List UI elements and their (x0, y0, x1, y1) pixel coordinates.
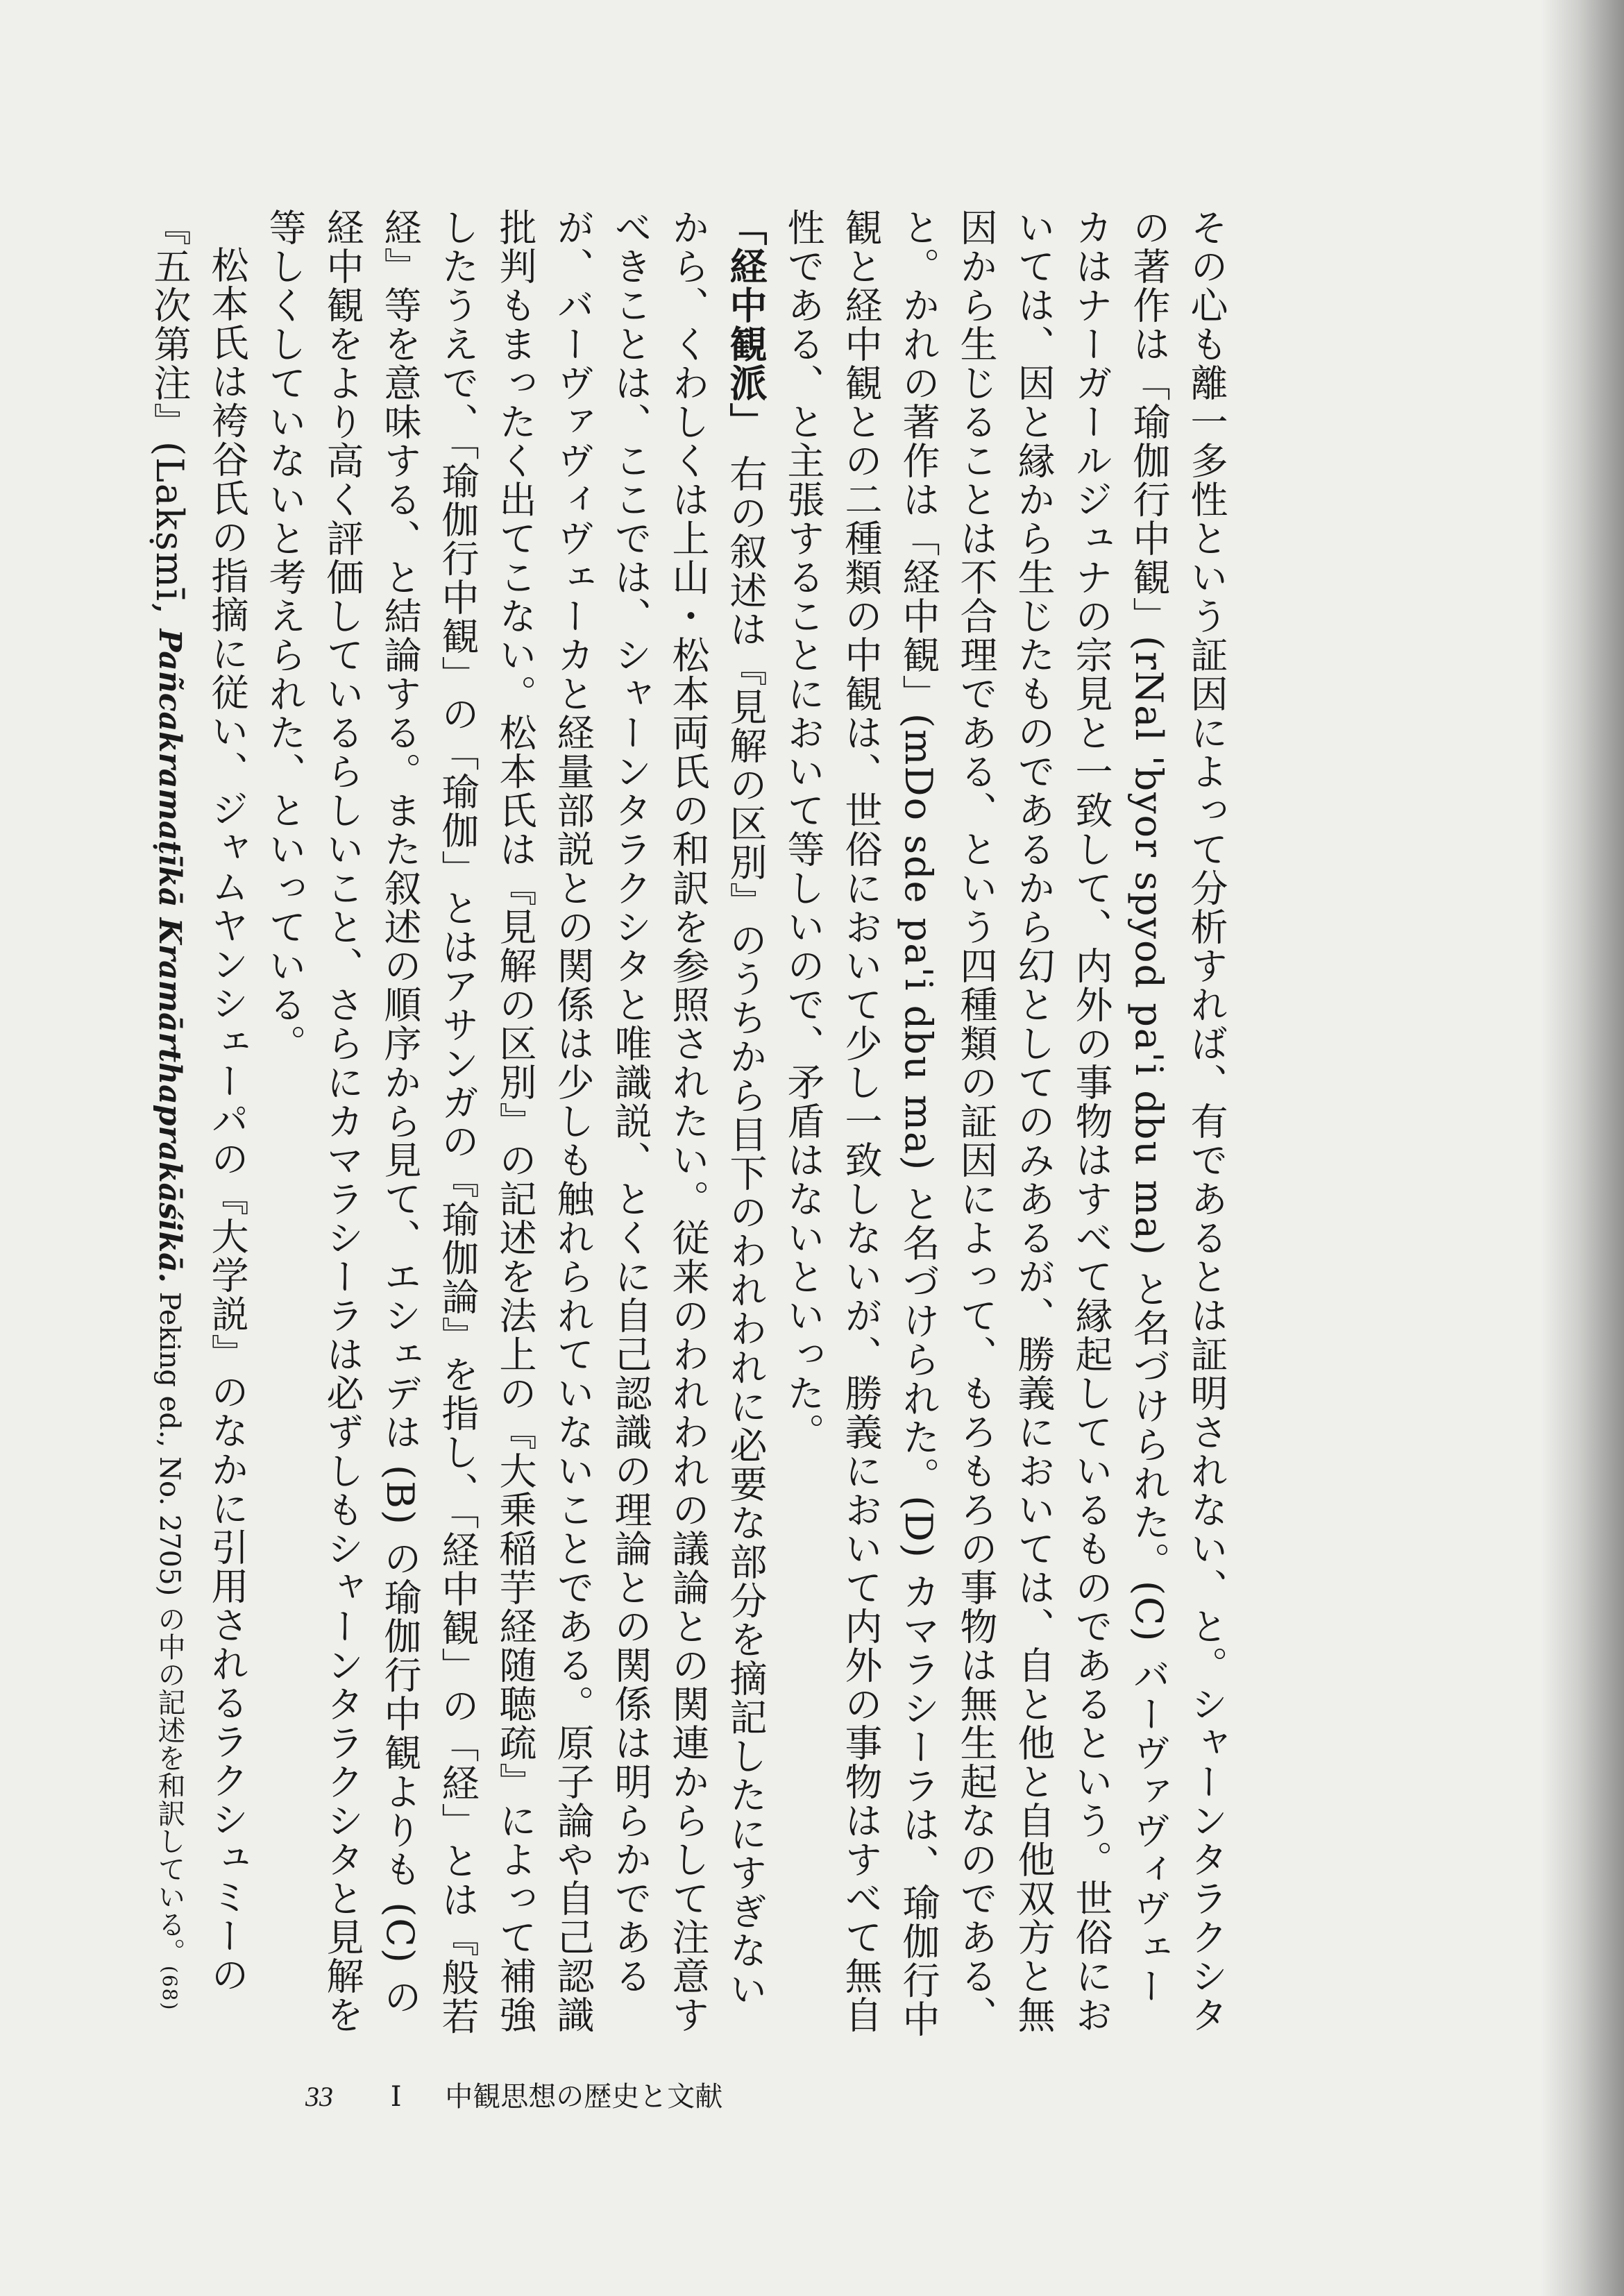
page-footer (305, 2075, 722, 2114)
work-title-italic: Pañcakramaṭīkā Kramārthaprakāśikā. (152, 629, 187, 1283)
part-number: I (390, 2081, 402, 2113)
running-head: 中観思想の歴史と文献 (445, 2081, 723, 2113)
page-number: 33 (305, 2081, 333, 2112)
footnote-reference: (68) (158, 1965, 181, 2012)
paragraph-3 (140, 208, 256, 2040)
paragraph-2 (256, 208, 775, 2040)
paragraph-3-text-before: 松本氏は袴谷氏の指摘に従い、ジャムヤンシェーパの『大学説』のなかに引用されるラクシュミーの『五次第注』(Lakṣmī, (148, 208, 249, 1994)
paragraph-1 (775, 208, 1235, 2040)
paragraph-3-text-after: Peking ed., No. 2705) の中の記述を和訳している。 (153, 1282, 185, 1966)
paragraph-1-text: その心も離一多性という証因によって分析すれば、有であるとは証明されない、と。シャーンタラクシタの著作は「瑜伽行中観」(rNal 'byor spyod pa'i dbu ma) と名づけられた。(C) バーヴァヴィヴェーカはナーガールジュナの宗見と一致して、内外の事物はすべて縁起しているものであるという。世俗においては、因と縁から生じたものであるから幻としてのみあるが、勝義においては、自と他と自他双方と無因から生じることは不合理である、という四種類の証因によって、もろもろの事物は無生起なのである、と。かれの著作は「経中観」(mDo sde pa'i dbu ma) と名づけられた。(D) カマラシーラは、瑜伽行中観と経中観との二種類の中観は、世俗において少し一致しないが、勝義において内外の事物はすべて無自性である、と主張することにおいて等しいので、矛盾はないといった。 (781, 208, 1228, 2039)
body-text (140, 208, 1235, 2040)
section-heading: 「経中観派」 (724, 208, 768, 441)
paragraph-2-text: 右の叙述は『見解の区別』のうちから目下のわれわれに必要な部分を摘記したにすぎないから、くわしくは上山・松本両氏の和訳を参照されたい。従来のわれわれの議論との関連からして注意すべきことは、ここでは、シャーンタラクシタと唯識説、とくに自己認識の理論との関係は明らかであるが、バーヴァヴィヴェーカと経量部説との関係は少しも触れられていないことである。原子論や自己認識批判もまったく出てこない。松本氏は『見解の区別』の記述を法上の『大乗稲芋経随聴疏』によって補強したうえで、「瑜伽行中観」の「瑜伽」とはアサンガの『瑜伽論』を指し、「経中観」の「経」とは『般若経』等を意味する、と結論する。また叙述の順序から見て、エシェデは (B) の瑜伽行中観よりも (C) の経中観をより高く評価しているらしいこと、さらにカマラシーラは必ずしもシャーンタラクシタと見解を等しくしていないと考えられた、といっている。 (263, 208, 768, 2036)
scan-shadow (1541, 0, 1624, 2296)
